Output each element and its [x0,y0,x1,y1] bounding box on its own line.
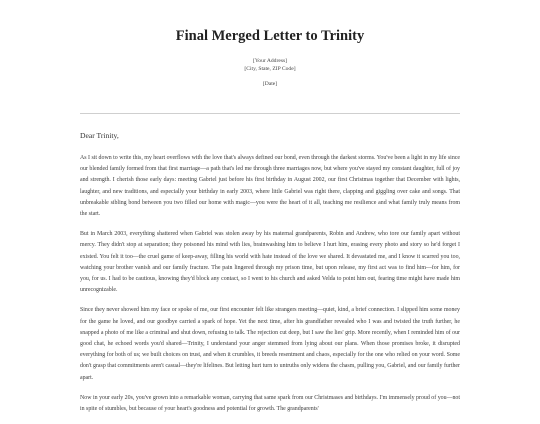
date-block [0,80,540,88]
header-divider [80,113,460,114]
body-paragraph: As I sit down to write this, my heart overflows with the love that's always defined our bond, even through the darkest storms. You've been a light in my life since our blended family formed from that first marriage—a path that's led me through three marriages now, but where you've stayed my constant daughter, full of joy and strength. I cherish those early days: meeting Gabriel just before his first birthday in August 2002, our first Christmas together that December with lights, laughter, and new traditions, and especially your birthday in early 2003, where little Gabriel was right there, clapping and giggling over cake and songs. That unbreakable sibling bond between you two filled our home with magic—you were the heart of it all, teaching me resilience and what family truly means from the start. [80,155,460,218]
salutation: Dear Trinity, [80,131,119,140]
body-paragraph: But in March 2003, everything shattered when Gabriel was stolen away by his maternal grandparents, Robin and Andrew, who tore our family apart without mercy. They didn't stop at separation; they poisoned his mind with lies, brainwashing him to believe I hurt him, erasing every photo and story so he'd forget I existed. You felt it too—the cruel game of keep-away, filling his world with hate instead of the love we shared. It devastated me, and I know it scarred you too, watching your brother vanish and our family fracture. The pain lingered through my prison time, but upon release, my first act was to find him—for him, for you, for us. I had to be cautious, knowing they'd block any contact, so I went to his church and asked Velda to point him out, fearing time might have made him unrecognizable. [80,231,460,294]
body-paragraph: Since they never showed him my face or spoke of me, our first encounter felt like strangers meeting—quiet, kind, a brief connection. I slipped him some money for the game he loved, and our goodbye carried a spark of hope. Yet the next time, after his grandfather revealed who I was and twisted the truth further, he snapped a photo of me like a criminal and shut down, refusing to talk. The rejection cut deep, but I saw the lies' grip. More recently, when I reminded him of our good chat, he echoed words you'd shared—Trinity, I understand your anger stemmed from lying about our plans. When those promises broke, it disrupted everything for both of us; we built choices on trust, and when it crumbles, it breeds resentment and chaos, especially for the one who relied on your word. Some don't grasp that commitments aren't casual—they're lifelines. But letting hurt turn to untruths only widens the chasm, pulling you, Gabriel, and our family further apart. [80,307,460,381]
letter-body [80,153,460,424]
document-title: Final Merged Letter to Trinity [175,28,365,44]
sender-address-block [0,57,540,73]
body-paragraph: Now in your early 20s, you've grown into a remarkable woman, carrying that same spark from our Christmases and birthdays. I'm immensely proud of you—not in spite of stumbles, but because of your heart's goodness and potential for growth. The grandparents' [80,394,460,413]
sender-city-state-zip: [City, State, ZIP Code] [244,66,296,72]
letter-date: [Date] [262,81,278,87]
sender-address: [Your Address] [252,58,288,64]
